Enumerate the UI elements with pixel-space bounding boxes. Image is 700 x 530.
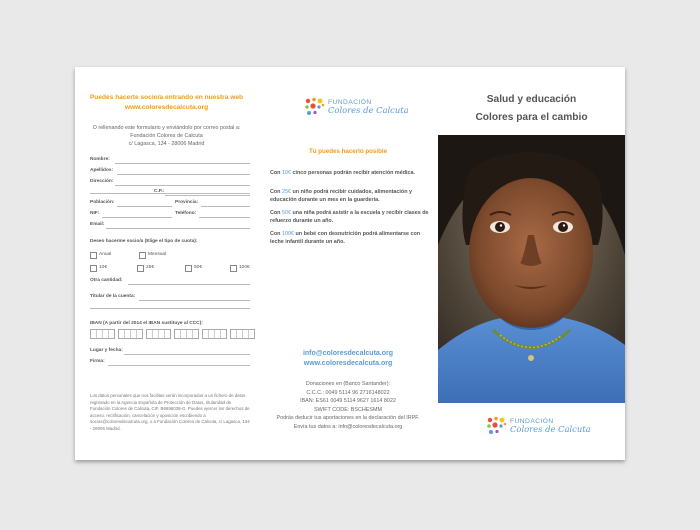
intro-line: Fundación Colores de Calcuta [130,133,203,139]
subtitle: Tú puedes hacerlo posible [308,148,388,155]
item-text: un niño podrá recibir cuidados, alimentación y educación durante un mes en la guardería. [270,189,412,203]
logo-line2: Colores de Calcuta [510,424,591,435]
membership-form-panel [75,67,258,460]
titular-label: Titular de la cuenta: [90,294,136,299]
apellidos-field[interactable] [117,174,250,175]
item-prefix: Con [270,189,282,195]
item-prefix: Con [270,210,282,216]
cover-photo-child [438,135,625,403]
cp-field[interactable] [165,195,250,196]
nif-field[interactable] [102,217,172,218]
apellidos-label: Apellidos: [90,168,114,173]
donation-line: C.C.C.: 0049 5114 96 2716148022 [306,389,390,396]
provincia-field[interactable] [201,206,250,207]
amount-10-label: 10€ [99,265,108,270]
form-website[interactable]: www.coloresdecalcuta.org [124,104,209,111]
form-heading: Puedes hacerte socio/a entrando en nuestra web [89,94,244,101]
amount-100-checkbox[interactable] [230,265,237,272]
cover-title-line1: Salud y educación [486,94,577,105]
intro-line: O rellenando este formulario y enviándolo por correo postal a: [92,125,241,131]
direccion-field-2[interactable] [90,193,250,194]
lugar-fecha-label: Lugar y fecha: [90,348,123,353]
foundation-logo [304,97,409,117]
iban-label: IBAN (A partir del 2014 el IBAN sustituye al CCC): [90,321,203,326]
iban-boxes[interactable] [90,329,250,337]
nombre-label: Nombre: [90,157,110,162]
direccion-field[interactable] [115,185,250,186]
legal-notice: Los datos personales que nos facilitas serán incorporados a un fichero de datos registrado en la Agencia Española de Protección de Datos, titularidad de Fundación Colores de Calcuta, CIF. B6696038-G. Puedes ejercer los derechos de acceso, rectificación, cancelación y oposición escribiendo a socios@coloresdecalcuta.org, o a Fundación Colores de Calcuta, c/ Lagasca, 134 - 28006 Madrid. [90,393,250,431]
donation-details [258,380,438,432]
poblacion-field[interactable] [117,206,172,207]
telefono-label: Teléfono: [175,211,197,216]
impact-item [270,189,432,204]
email-label: Email: [90,222,105,227]
cover-title-line2: Colores para el cambio [475,112,588,123]
cp-label: C.P.: [154,189,165,194]
anual-checkbox[interactable] [90,252,97,259]
logo-dots-icon [486,416,508,436]
impact-item [270,231,432,246]
amount-50-label: 50€ [194,265,203,270]
anual-label: Anual [99,252,112,257]
item-text: cinco personas podrán recibir atención médica. [290,170,416,176]
item-text: un bebé con desnutrición podrá alimentarse con leche infantil durante un año. [270,231,421,245]
amount-25-checkbox[interactable] [137,265,144,272]
member-question: Deseo hacerme socio/a (Elige el tipo de cuota): [90,239,198,244]
direccion-label: Dirección: [90,179,114,184]
donation-line: Donaciones en (Banco Santander): [305,381,391,387]
item-prefix: Con [270,231,282,237]
firma-field[interactable] [108,365,250,366]
logo-line1: FUNDACIÓN [510,417,554,425]
otra-cantidad-field[interactable] [128,284,250,285]
donation-line: SWIFT CODE: BSCHESMM [314,406,382,413]
amount-25-label: 25€ [146,265,155,270]
item-amount: 100€ [281,231,294,237]
telefono-field[interactable] [199,217,250,218]
amount-50-checkbox[interactable] [185,265,192,272]
mensual-checkbox[interactable] [139,252,146,259]
cover-panel [438,67,625,460]
contact-email-link[interactable]: info@coloresdecalcuta.org [302,350,394,357]
donation-line: Podrás deducir tus aportaciones en la declaración del IRPF. [276,415,420,422]
email-field[interactable] [106,228,250,229]
item-amount: 25€ [281,189,291,195]
logo-line2: Colores de Calcuta [328,105,409,116]
amount-100-label: 100€ [239,265,250,270]
item-prefix: Con [270,170,282,176]
cover-foundation-logo [486,416,591,436]
mensual-label: Mensual [148,252,167,257]
poblacion-label: Población: [90,200,115,205]
donation-info-panel [258,67,438,460]
impact-item [270,210,432,225]
otra-cantidad-label: Otra cantidad: [90,278,123,283]
titular-field-2[interactable] [90,308,250,309]
intro-line: c/ Lagasca, 134 - 28006 Madrid [128,141,205,147]
logo-line1: FUNDACIÓN [328,98,372,106]
donation-line: IBAN: ES61 0049 5114 9627 1614 8022 [300,398,396,405]
nombre-field[interactable] [115,163,250,164]
lugar-fecha-field[interactable] [124,354,250,355]
website-link[interactable]: www.coloresdecalcuta.org [303,360,393,367]
provincia-label: Provincia: [175,200,199,205]
firma-label: Firma: [90,359,105,364]
form-intro [85,124,248,148]
impact-item [270,170,432,178]
item-amount: 50€ [281,210,291,216]
titular-field[interactable] [139,300,250,301]
nif-label: NIF: [90,211,100,216]
logo-dots-icon [304,97,326,117]
item-text: una niña podrá asistir a la escuela y recibir clases de refuerzo durante un año. [270,210,429,224]
item-amount: 10€ [281,170,291,176]
amount-10-checkbox[interactable] [90,265,97,272]
brochure-sheet [75,67,625,460]
donation-line[interactable]: Envía tus datos a: info@coloresdecalcuta.org [293,423,403,430]
